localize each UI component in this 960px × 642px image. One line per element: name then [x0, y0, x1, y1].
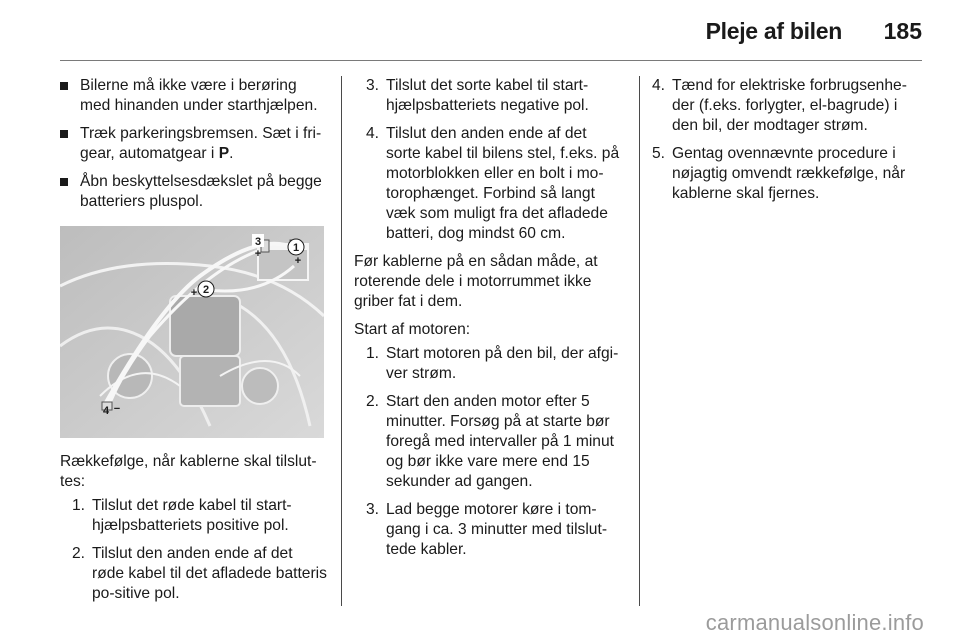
page-header [0, 0, 960, 58]
callout-sign: − [113, 403, 121, 415]
list-item [366, 344, 624, 384]
column-divider [639, 76, 640, 606]
step-number: 3. [366, 77, 380, 94]
bullet-text: Bilerne må ikke være i berøring med hinanden under starthjælpen. [80, 77, 318, 114]
step-text: Lad begge motorer køre i tom-gang i ca. 3 minutter med tilslut-tede kabler. [386, 501, 608, 558]
step-text: Gentag ovennævnte procedure i nøjagtig omvendt rækkefølge, når kablerne skal fjernes. [672, 145, 906, 202]
step-number: 5. [652, 145, 666, 162]
step-number: 2. [72, 545, 86, 562]
step-text: Tilslut det røde kabel til start-hjælpsbatteriets positive pol. [92, 497, 292, 534]
connect-steps [60, 496, 328, 604]
list-item [366, 392, 624, 492]
bullet-item [60, 124, 328, 164]
step-text: Tilslut den anden ende af det sorte kabel til bilens stel, f.eks. på motorblokken eller en bolt i mo-torophænget. Forbind så langt væk som muligt fra det afladede batteri, dog mindst 60 cm. [386, 125, 620, 242]
step-number: 1. [72, 497, 86, 514]
bullet-text-end: . [229, 145, 234, 162]
section-title: Pleje af bilen [705, 18, 842, 44]
list-item [366, 76, 624, 116]
bullet-square-icon [60, 178, 68, 186]
callout-label: 2 [202, 284, 210, 296]
cable-routing-note: Før kablerne på en sådan måde, at roterende dele i motorrummet ikke griber fat i dem. [354, 253, 598, 310]
list-item [72, 496, 328, 536]
callout-label: 3 [254, 236, 262, 248]
bullet-item [60, 76, 328, 116]
callout-label: 1 [292, 242, 300, 254]
bullet-text: Træk parkeringsbremsen. Sæt i fri-gear, automatgear i [80, 125, 322, 162]
watermark: carmanualsonline.info [705, 610, 924, 635]
connect-steps-continued [354, 76, 624, 244]
column-1 [60, 76, 328, 612]
step-text: Tilslut den anden ende af det røde kabel til det afladede batteris po-sitive pol. [92, 545, 327, 602]
gear-letter: P [218, 145, 230, 162]
start-engine-heading: Start af motoren: [354, 321, 471, 338]
callout-label: 4 [102, 405, 110, 417]
list-item [652, 76, 924, 136]
list-item [652, 144, 924, 204]
step-text: Start den anden motor efter 5 minutter. Forsøg på at starte bør foregå med intervaller på 1 minut og bør ikke vare mere end 15 sekunder ad gangen. [386, 393, 614, 490]
list-item [366, 124, 624, 244]
start-steps [354, 344, 624, 560]
step-text: Tænd for elektriske forbrugsenhe-der (f.eks. forlygter, el-bagrude) i den bil, der modtager strøm. [672, 77, 907, 134]
step-number: 2. [366, 393, 380, 410]
step-number: 4. [652, 77, 666, 94]
step-text: Tilslut det sorte kabel til start-hjælpsbatteriets negative pol. [386, 77, 589, 114]
step-number: 1. [366, 345, 380, 362]
header-rule [60, 60, 922, 61]
column-divider [341, 76, 342, 606]
bullet-square-icon [60, 82, 68, 90]
figure-caption: Rækkefølge, når kablerne skal tilslut-tes: [60, 453, 317, 490]
callout-sign: + [294, 255, 302, 267]
jump-start-illustration [60, 226, 324, 438]
callout-sign: + [254, 248, 262, 260]
step-text: Start motoren på den bil, der afgi-ver strøm. [386, 345, 619, 382]
callout-sign: + [190, 287, 198, 299]
bullet-text: Åbn beskyttelsesdækslet på begge batteriers pluspol. [80, 173, 322, 210]
engine-bay-drawing [60, 226, 324, 438]
finish-steps [652, 76, 924, 204]
bullet-item [60, 172, 328, 212]
bullet-square-icon [60, 130, 68, 138]
list-item [72, 544, 328, 604]
step-number: 4. [366, 125, 380, 142]
column-2 [354, 76, 624, 568]
column-3 [652, 76, 924, 212]
list-item [366, 500, 624, 560]
step-number: 3. [366, 501, 380, 518]
page-number: 185 [883, 18, 922, 44]
